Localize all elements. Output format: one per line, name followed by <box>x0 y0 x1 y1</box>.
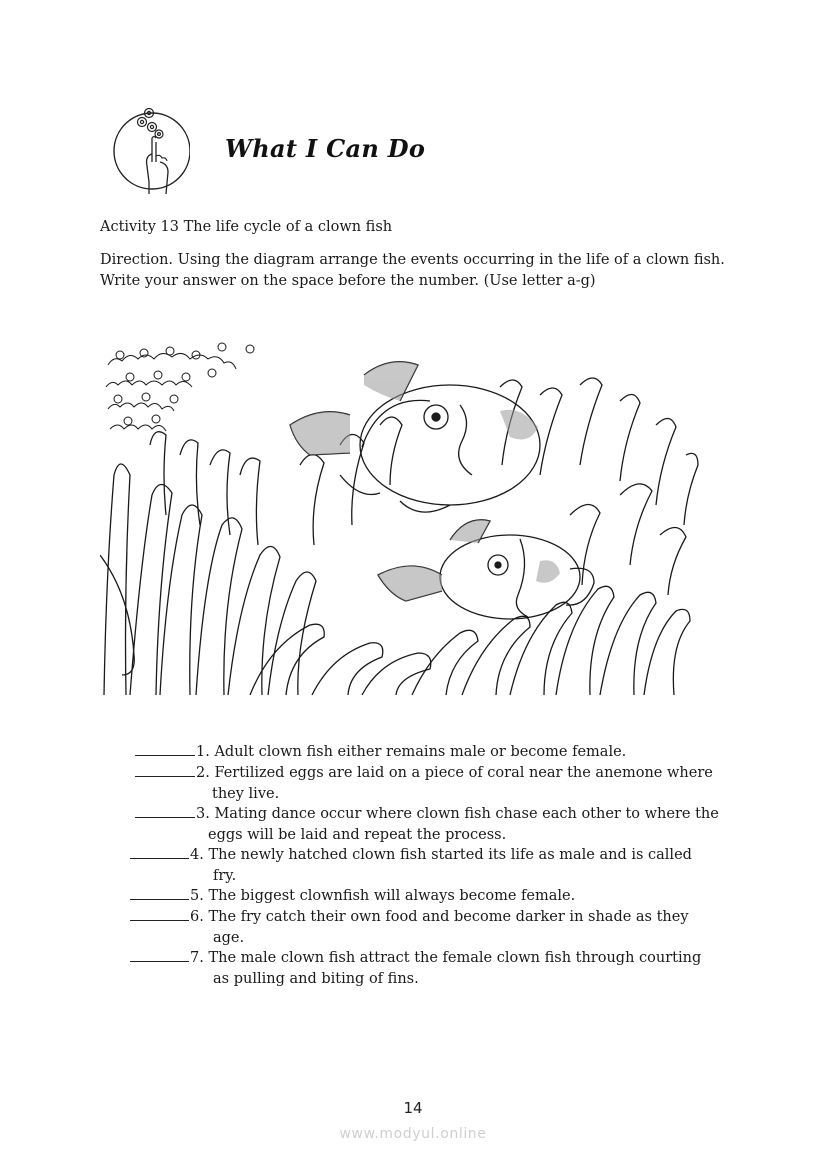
answer-blank[interactable] <box>135 762 195 777</box>
hand-pointing-gears-icon <box>112 104 190 196</box>
list-item <box>135 741 626 763</box>
list-item <box>130 885 575 907</box>
item-text: 1. Adult clown fish either remains male or become female. <box>196 744 627 760</box>
item-text: 2. Fertilized eggs are laid on a piece of coral near the anemone where <box>196 765 713 781</box>
section-title: What I Can Do <box>225 134 426 163</box>
list-item <box>130 947 701 990</box>
item-text-continued: they live. <box>212 786 280 802</box>
answer-blank[interactable] <box>130 844 189 859</box>
answer-blank[interactable] <box>135 741 195 756</box>
activity-title: Activity 13 The life cycle of a clown fish <box>100 219 393 235</box>
list-item <box>135 803 719 846</box>
direction-line-1: Direction. Using the diagram arrange the events occurring in the life of a clown fish. <box>100 252 725 268</box>
list-item <box>135 762 713 805</box>
item-text-continued: as pulling and biting of fins. <box>213 971 419 987</box>
clownfish-anemone-illustration <box>100 325 700 703</box>
item-text: 3. Mating dance occur where clown fish chase each other to where the <box>196 806 719 822</box>
watermark: www.modyul.online <box>339 1126 487 1142</box>
item-text-continued: age. <box>213 930 245 946</box>
page-number: 14 <box>403 1099 423 1117</box>
item-text: 7. The male clown fish attract the female clown fish through courting <box>190 950 702 966</box>
list-item <box>130 844 692 887</box>
answer-blank[interactable] <box>130 947 189 962</box>
item-text-continued: fry. <box>213 868 237 884</box>
answer-blank[interactable] <box>135 803 195 818</box>
item-text: 4. The newly hatched clown fish started its life as male and is called <box>190 847 692 863</box>
list-item <box>130 906 689 949</box>
direction-text <box>100 250 750 292</box>
item-text-continued: eggs will be laid and repeat the process. <box>208 827 507 843</box>
direction-line-2: Write your answer on the space before the number. (Use letter a-g) <box>100 273 596 289</box>
answer-blank[interactable] <box>130 885 189 900</box>
item-text: 5. The biggest clownfish will always become female. <box>190 888 576 904</box>
item-text: 6. The fry catch their own food and become darker in shade as they <box>190 909 689 925</box>
answer-blank[interactable] <box>130 906 189 921</box>
